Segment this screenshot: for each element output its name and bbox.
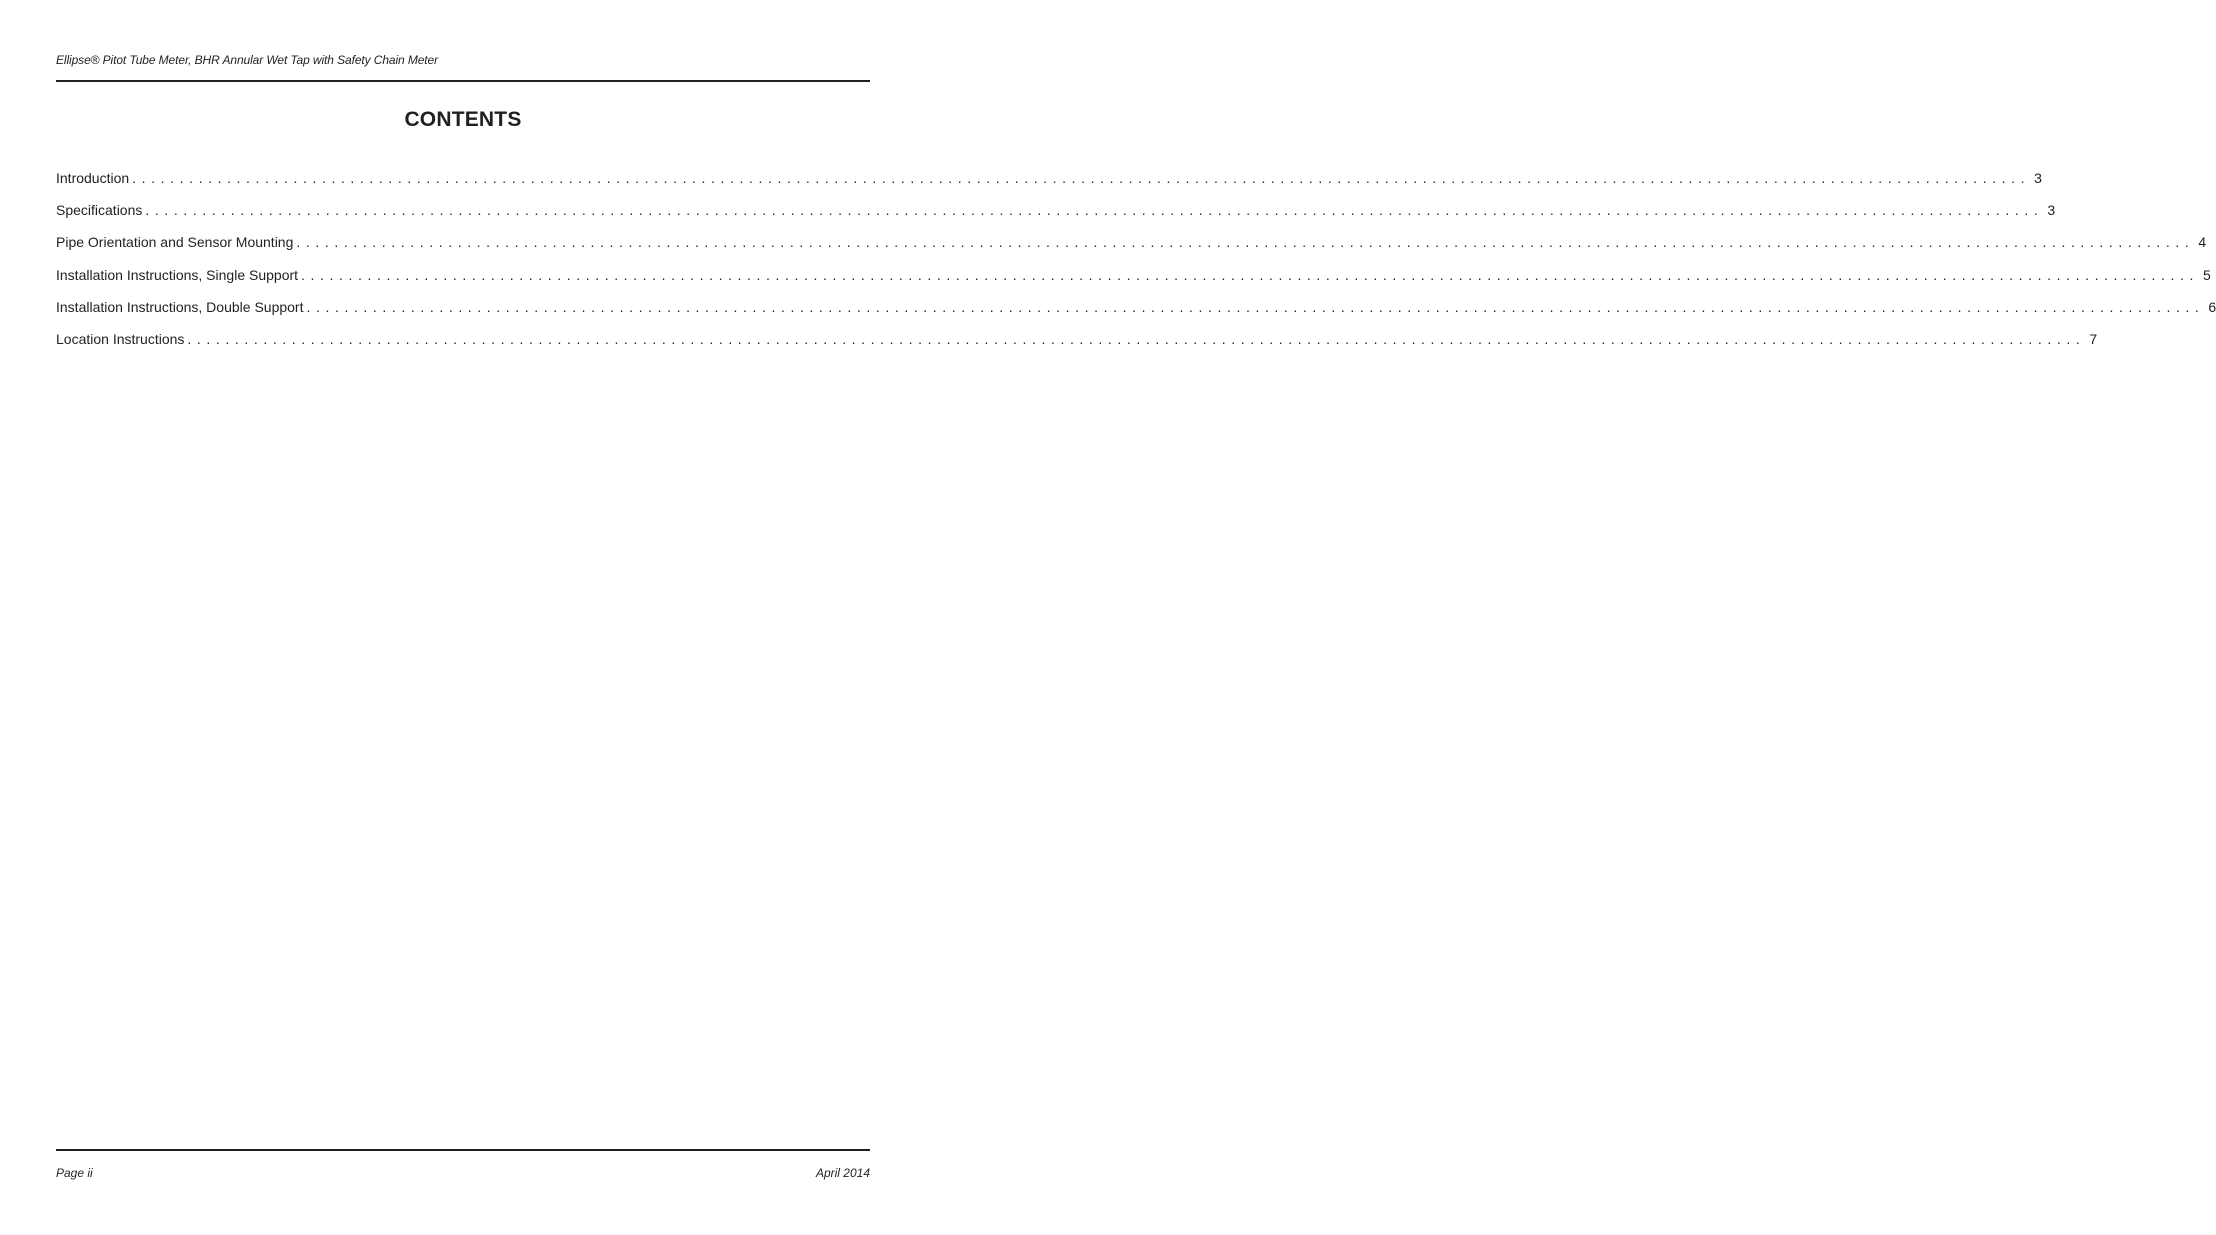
- toc-entry-introduction[interactable]: [56, 170, 2042, 202]
- footer-page-number: Page ii: [56, 1166, 93, 1180]
- toc-leader-dots: ........................................................................................................................................................................................................: [306, 298, 2205, 315]
- toc-entry-pipe-orientation[interactable]: [56, 234, 2207, 266]
- toc-leader-dots: ........................................................................................................................................................................................................: [187, 330, 2086, 347]
- toc-entry-label: Introduction: [56, 170, 130, 186]
- toc-entry-page: 3: [2047, 202, 2056, 219]
- toc-entry-page: 7: [2089, 330, 2098, 347]
- toc-entry-double-support[interactable]: [56, 298, 2216, 331]
- toc-entry-page: 3: [2034, 170, 2042, 186]
- toc-entry-label: Location Instructions: [56, 330, 185, 347]
- running-header: Ellipse® Pitot Tube Meter, BHR Annular Wet Tap with Safety Chain Meter: [56, 53, 439, 67]
- toc-entry-location-instructions[interactable]: [56, 330, 2098, 363]
- toc-entry-specifications[interactable]: [56, 202, 2056, 234]
- toc-entry-label: Installation Instructions, Single Support: [56, 266, 299, 283]
- toc-entry-label: Installation Instructions, Double Support: [56, 298, 304, 315]
- toc-leader-dots: ........................................................................................................................................................................................................: [296, 234, 2195, 251]
- toc-entry-label: Specifications: [56, 202, 143, 219]
- page-title: CONTENTS: [404, 108, 522, 131]
- toc-leader-dots: ........................................................................................................................................................................................................: [132, 170, 2031, 186]
- toc-leader-dots: ........................................................................................................................................................................................................: [145, 202, 2044, 219]
- toc-entry-page: 6: [2208, 298, 2216, 315]
- toc-entry-page: 4: [2198, 234, 2207, 251]
- toc-entry-single-support[interactable]: [56, 266, 2211, 299]
- toc-leader-dots: ........................................................................................................................................................................................................: [301, 266, 2199, 283]
- footer-rule: [56, 1149, 870, 1151]
- footer-date: April 2014: [815, 1166, 870, 1180]
- table-of-contents: [56, 170, 2216, 363]
- toc-entry-label: Pipe Orientation and Sensor Mounting: [56, 234, 294, 251]
- toc-entry-page: 5: [2202, 266, 2211, 283]
- header-rule: [56, 80, 870, 82]
